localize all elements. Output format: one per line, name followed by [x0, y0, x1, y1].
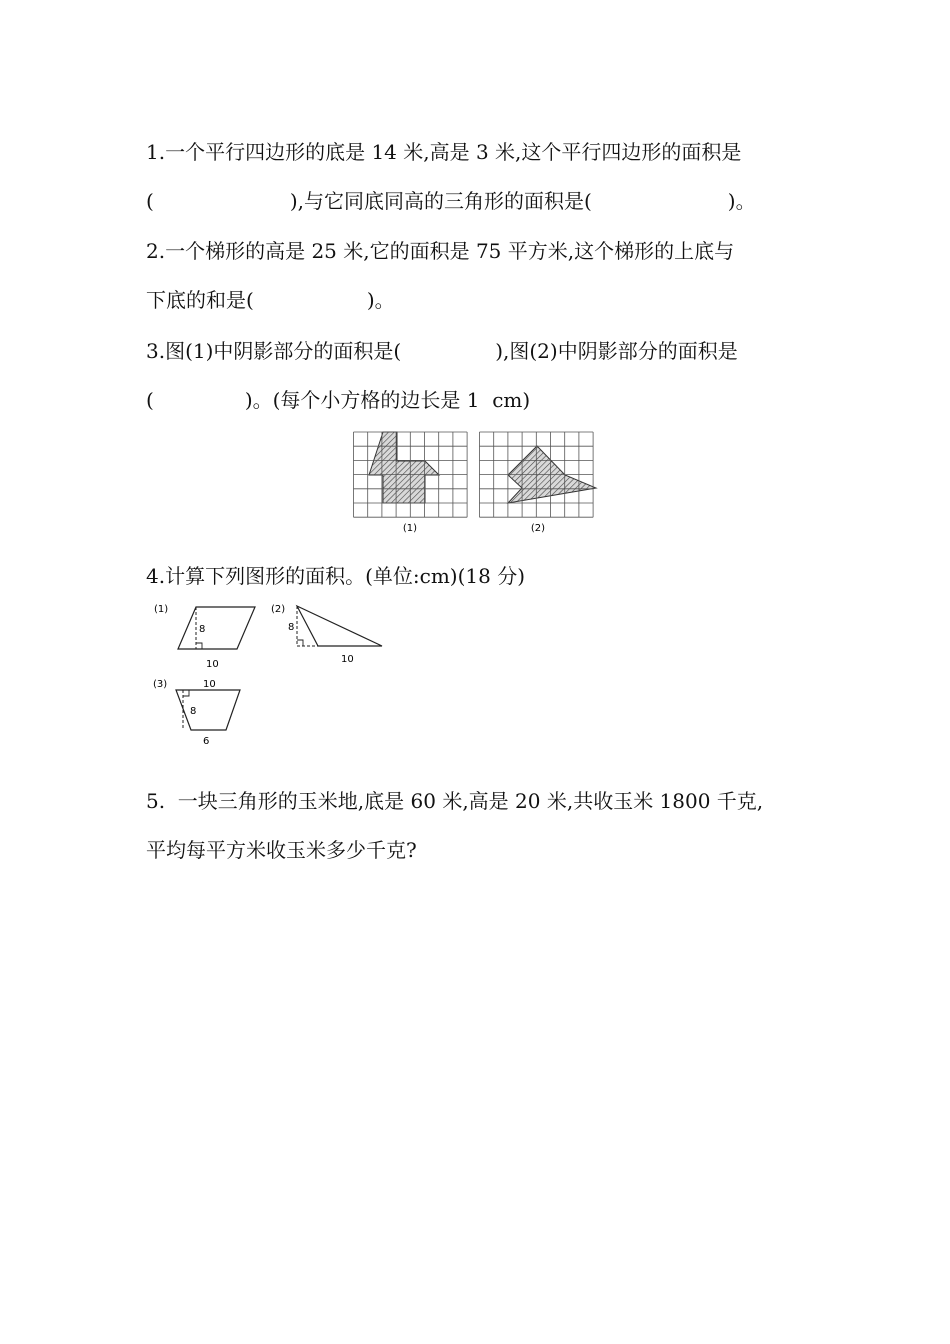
fig2-tag: (2)	[271, 604, 286, 615]
fig1-tag: (1)	[154, 604, 169, 615]
parallelogram-shape	[178, 607, 255, 649]
grid-figure-2	[480, 432, 597, 517]
trapezoid-figure	[153, 679, 240, 747]
q3-figures	[340, 420, 610, 540]
right-angle-mark	[183, 690, 189, 696]
q3-line2-end: )。(每个小方格的边长是 1 cm)	[244, 388, 531, 412]
fig3-tag: (3)	[153, 679, 168, 690]
shaded-region-1	[369, 432, 439, 503]
q1-line1: 1.一个平行四边形的底是 14 米,高是 3 米,这个平行四边形的面积是	[146, 140, 742, 164]
fig3-top: 10	[203, 679, 216, 690]
q5-line1: 5. 一块三角形的玉米地,底是 60 米,高是 20 米,共收玉米 1800 千克,	[146, 789, 764, 813]
q2-paren-close: )。	[366, 288, 395, 312]
right-angle-mark	[196, 643, 202, 649]
q1-line2-mid: ),与它同底同高的三角形的面积是(	[289, 189, 592, 213]
q4-title: 4.计算下列图形的面积。(单位:cm)(18 分)	[146, 564, 526, 588]
q3-line2	[146, 388, 530, 412]
fig3-bottom: 6	[203, 736, 210, 747]
q5-line2: 平均每平方米收玉米多少千克?	[146, 838, 417, 862]
right-angle-mark	[297, 640, 303, 646]
fig2-base: 10	[341, 654, 354, 665]
q3-line1	[146, 339, 738, 363]
q4-figures	[145, 595, 395, 755]
q3-line1-end: ),图(2)中阴影部分的面积是	[495, 339, 738, 363]
q1-line2	[146, 189, 756, 213]
q3-line1-start: 3.图(1)中阴影部分的面积是(	[146, 339, 402, 363]
q1-paren-open: (	[146, 189, 154, 213]
fig1-height: 8	[199, 624, 206, 635]
q3-paren-open: (	[146, 388, 154, 412]
fig1-caption: (1)	[402, 523, 418, 534]
grid-figure-1	[354, 432, 468, 517]
triangle-figure	[271, 604, 382, 665]
triangle-shape	[297, 606, 382, 646]
fig2-caption: (2)	[530, 523, 546, 534]
fig3-height: 8	[190, 706, 197, 717]
q2-line2-start: 下底的和是(	[146, 288, 254, 312]
parallelogram-figure	[154, 604, 255, 670]
q2-line1: 2.一个梯形的高是 25 米,它的面积是 75 平方米,这个梯形的上底与	[146, 239, 735, 263]
q2-line2	[146, 288, 395, 312]
fig2-height: 8	[288, 622, 295, 633]
q1-paren-close: )。	[727, 189, 756, 213]
fig1-base: 10	[206, 659, 219, 670]
